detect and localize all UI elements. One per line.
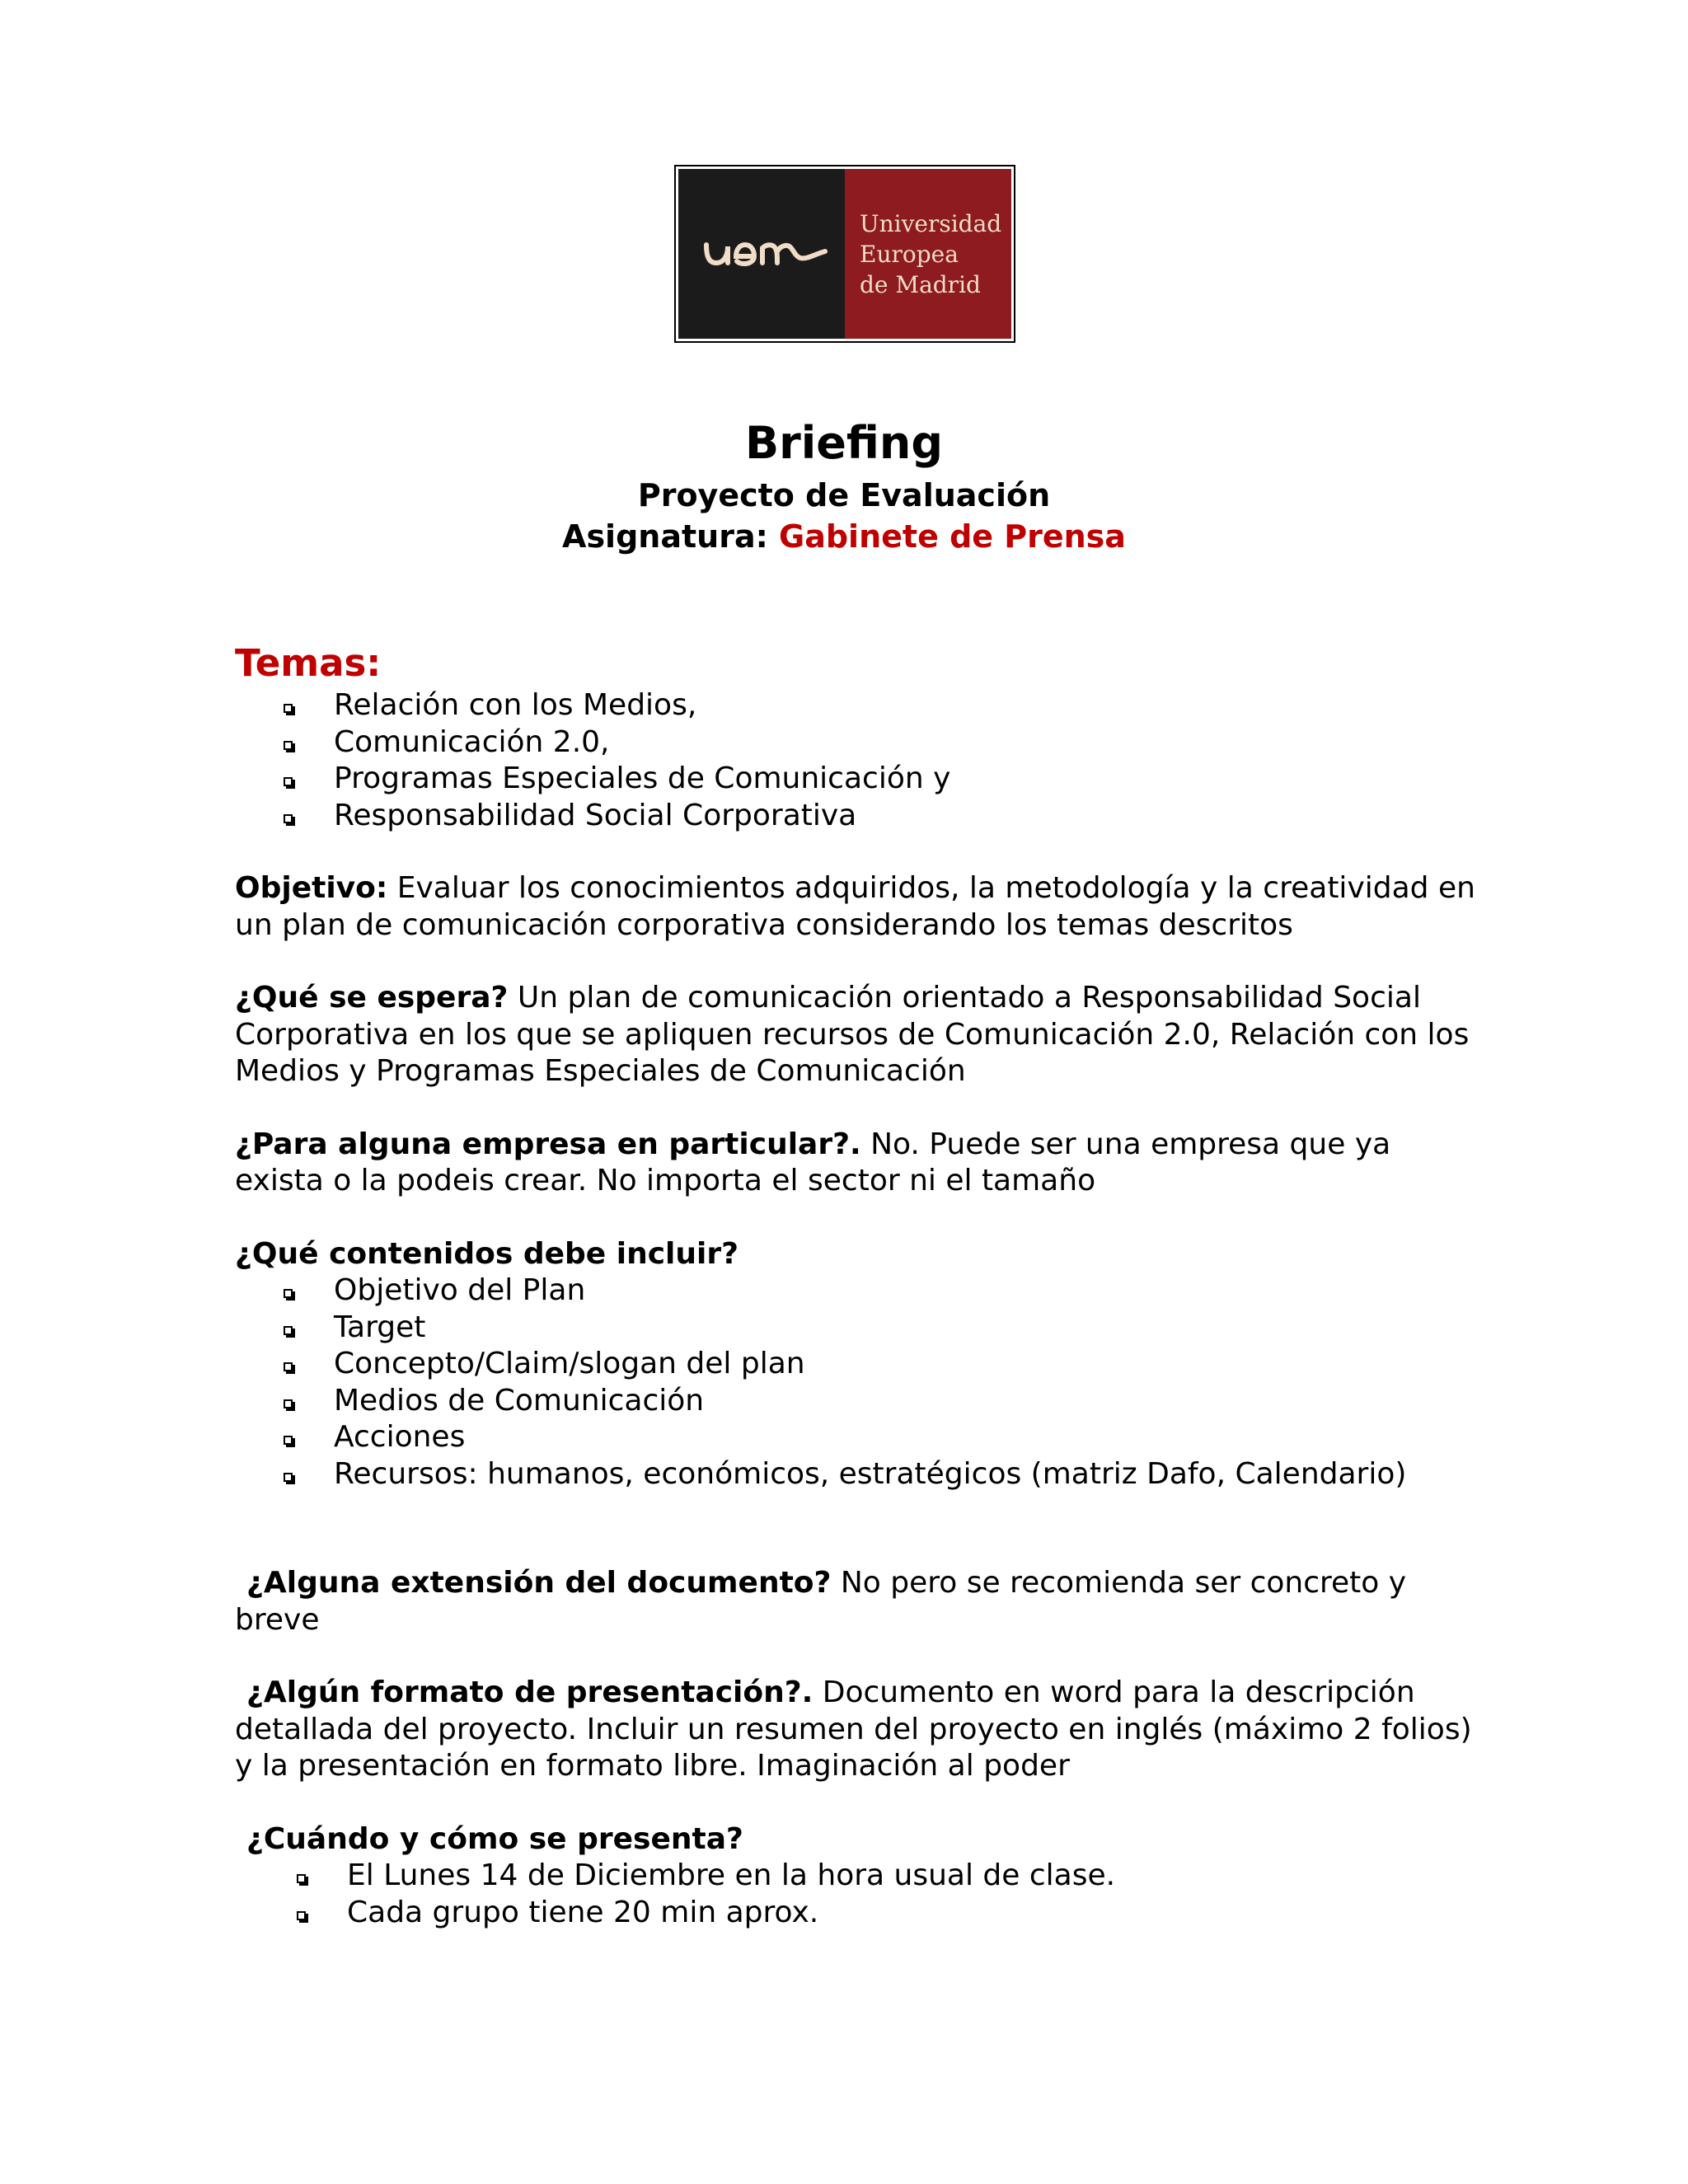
subject-line	[0, 516, 1688, 557]
document-body	[235, 640, 1488, 1931]
temas-list	[235, 687, 1488, 834]
logo-wordmark	[845, 169, 1011, 339]
espera-paragraph	[235, 980, 1488, 1090]
empresa-text: No. Puede ser una empresa que ya exista o la podeis crear. No importa el sector ni el tamaño	[235, 1127, 1391, 1197]
logo-line-1: Universidad	[860, 209, 1002, 237]
subject-label: Asignatura:	[562, 518, 768, 555]
subject-value: Gabinete de Prensa	[779, 518, 1126, 555]
checkbox-bullet-icon	[284, 777, 293, 786]
checkbox-bullet-icon	[284, 1362, 293, 1371]
list-item: Comunicación 2.0,	[284, 724, 1488, 762]
list-item: Recursos: humanos, económicos, estratégicos (matriz Dafo, Calendario)	[284, 1456, 1488, 1493]
checkbox-bullet-icon	[284, 1399, 293, 1408]
checkbox-bullet-icon	[284, 1473, 293, 1482]
logo-line-2: Europea	[860, 240, 959, 268]
contenidos-list	[235, 1272, 1488, 1493]
formato-paragraph	[235, 1675, 1488, 1785]
empresa-paragraph	[235, 1127, 1488, 1200]
checkbox-bullet-icon	[284, 1326, 293, 1335]
formato-label: ¿Algún formato de presentación?.	[246, 1675, 814, 1709]
uem-logo-icon	[700, 233, 832, 274]
page-subtitle: Proyecto de Evaluación	[637, 477, 1051, 513]
list-item: Concepto/Claim/slogan del plan	[284, 1346, 1488, 1383]
objetivo-paragraph	[235, 870, 1488, 944]
objetivo-label: Objetivo:	[235, 871, 388, 905]
presenta-label: ¿Cuándo y cómo se presenta?	[246, 1821, 743, 1856]
extension-paragraph	[235, 1565, 1488, 1638]
espera-label: ¿Qué se espera?	[235, 981, 509, 1015]
list-item: Medios de Comunicación	[284, 1383, 1488, 1420]
presenta-list	[235, 1858, 1488, 1931]
checkbox-bullet-icon	[297, 1911, 306, 1920]
temas-heading: Temas:	[235, 641, 382, 685]
checkbox-bullet-icon	[284, 814, 293, 823]
extension-text: No pero se recomienda ser concreto y breve	[235, 1566, 1407, 1637]
objetivo-text: Evaluar los conocimientos adquiridos, la metodología y la creatividad en un plan de comunicación corporativa considerando los temas descritos	[235, 871, 1475, 942]
empresa-label: ¿Para alguna empresa en particular?.	[235, 1127, 861, 1161]
list-item: Objetivo del Plan	[284, 1272, 1488, 1310]
title-block	[0, 412, 1688, 557]
checkbox-bullet-icon	[284, 704, 293, 713]
checkbox-bullet-icon	[284, 1436, 293, 1445]
list-item: Target	[284, 1310, 1488, 1347]
university-logo	[674, 165, 1015, 343]
list-item: Acciones	[284, 1419, 1488, 1456]
checkbox-bullet-icon	[297, 1874, 306, 1883]
list-item: Responsabilidad Social Corporativa	[284, 798, 1488, 835]
extension-label: ¿Alguna extensión del documento?	[246, 1566, 832, 1600]
formato-text: Documento en word para la descripción detallada del proyecto. Incluir un resumen del proyecto en inglés (máximo 2 folios) y la presentación en formato libre. Imaginación al poder	[235, 1675, 1472, 1783]
espera-text: Un plan de comunicación orientado a Responsabilidad Social Corporativa en los que se apliquen recursos de Comunicación 2.0, Relación con los Medios y Programas Especiales de Comunicación	[235, 981, 1470, 1088]
page-title: Briefing	[744, 417, 944, 469]
logo-mark-panel	[678, 169, 845, 339]
list-item: Cada grupo tiene 20 min aprox.	[297, 1895, 1488, 1932]
contenidos-label: ¿Qué contenidos debe incluir?	[235, 1236, 738, 1271]
list-item: El Lunes 14 de Diciembre en la hora usual de clase.	[297, 1858, 1488, 1895]
checkbox-bullet-icon	[284, 1289, 293, 1298]
checkbox-bullet-icon	[284, 741, 293, 750]
logo-line-3: de Madrid	[860, 270, 981, 298]
list-item: Programas Especiales de Comunicación y	[284, 761, 1488, 798]
list-item: Relación con los Medios,	[284, 687, 1488, 724]
